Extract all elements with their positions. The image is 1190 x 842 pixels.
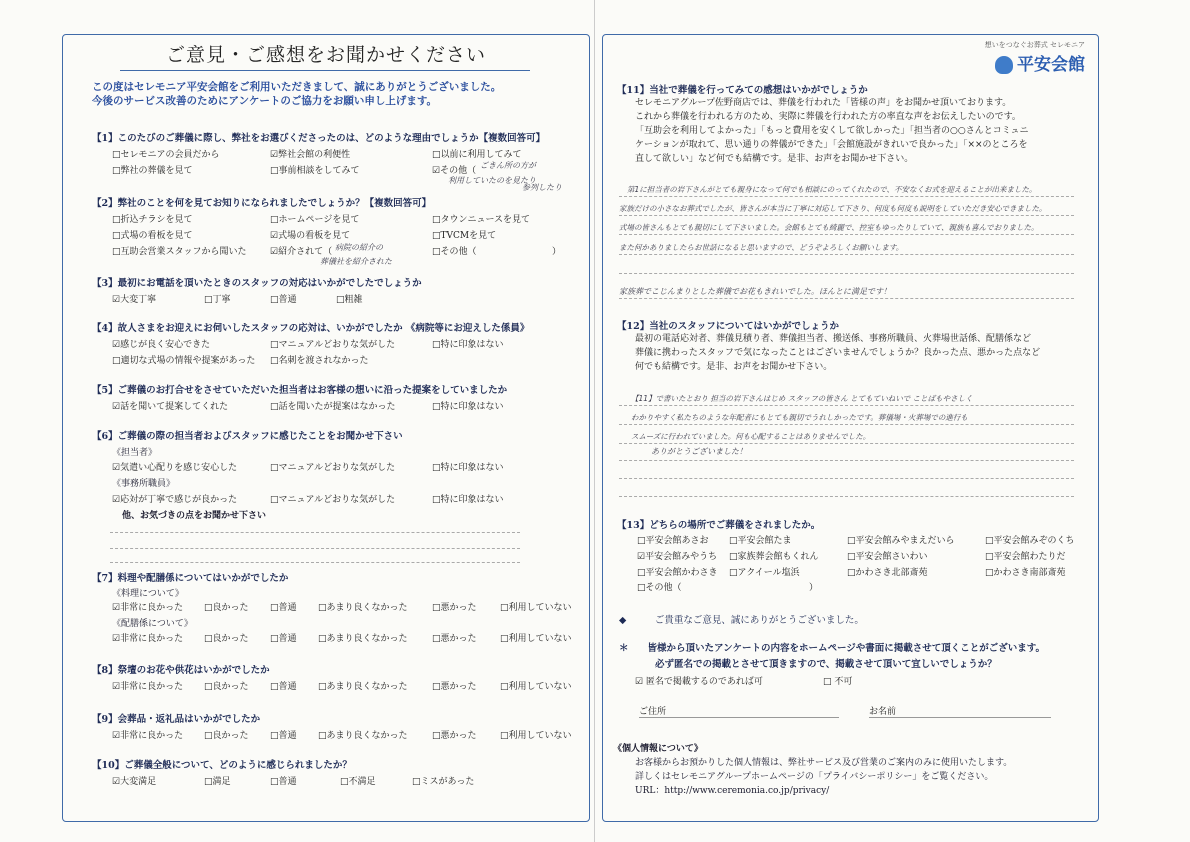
q6-option[interactable]: ☑応対が丁寧で感じが良かった — [112, 495, 238, 505]
q2-option[interactable]: □タウンニュースを見て — [432, 215, 531, 225]
intro-line: 今後のサービス改善のためにアンケートのご協力をお願い申し上げます。 — [92, 95, 438, 107]
q8-option[interactable]: □普通 — [270, 682, 297, 692]
q6-free-prompt: 他、お気づきの点をお聞かせ下さい — [122, 511, 267, 521]
asterisk-icon: ＊ — [619, 643, 629, 654]
brand-logo — [975, 40, 1085, 75]
address-line[interactable] — [639, 717, 839, 718]
q13-option[interactable]: □平安会館みやまえだいら — [847, 536, 955, 546]
q7-option[interactable]: □あまり良くなかった — [318, 603, 408, 613]
q2-option[interactable]: □ホームページを見て — [270, 215, 360, 225]
q13-option[interactable]: □かわさき北部斎苑 — [847, 568, 928, 578]
desc-line: 何でも結構です。是非、お声をお聞かせ下さい。 — [635, 362, 833, 372]
q8-option[interactable]: □利用していない — [500, 682, 572, 692]
q7-option[interactable]: □良かった — [204, 634, 249, 644]
q2-option: ） — [552, 247, 562, 257]
question-11: 【11】当社で葬儀を行ってみての感想はいかがでしょうか — [617, 85, 868, 96]
handwritten-answer: スムーズに行われていました。何も心配することはありませんでした。 — [631, 432, 871, 441]
privacy-line: 詳しくはセレモニアグループホームページの「プライバシーポリシー」をご覧ください。 — [635, 772, 994, 782]
q10-option[interactable]: ☑大変満足 — [112, 777, 157, 787]
handwritten-note: 葬儀社を紹介された — [320, 257, 392, 266]
write-line[interactable] — [619, 273, 1074, 274]
q4-option[interactable]: □特に印象はない — [432, 340, 504, 350]
q4-option[interactable]: □適切な式場の情報や提案があった — [112, 356, 256, 366]
q7-option[interactable]: □普通 — [270, 603, 297, 613]
desc-line: セレモニアグループ佐野商店では、葬儀を行われた「皆様の声」をお聞かせ頂いております。 — [635, 98, 1012, 108]
write-line[interactable] — [619, 460, 1074, 461]
q2-option[interactable]: □折込チラシを見て — [112, 215, 193, 225]
q7-option[interactable]: □悪かった — [432, 634, 477, 644]
q3-option[interactable]: □丁寧 — [204, 295, 231, 305]
q13-option[interactable]: □平安会館たま — [729, 536, 792, 546]
privacy-section — [613, 742, 1012, 798]
q13-option[interactable]: ☑平安会館みやうち — [637, 552, 718, 562]
q10-option[interactable]: □ミスがあった — [412, 777, 475, 787]
q9-option[interactable]: □利用していない — [500, 731, 572, 741]
handwritten-note: 病院の紹介の — [335, 243, 383, 252]
q5-option[interactable]: □特に印象はない — [432, 402, 504, 412]
name-line[interactable] — [869, 717, 1051, 718]
q1-option[interactable]: □事前相談をしてみて — [270, 166, 360, 176]
name-label: お名前 — [869, 707, 897, 717]
q3-option[interactable]: ☑大変丁寧 — [112, 295, 157, 305]
question-9: 【9】会葬品・返礼品はいかがでしたか — [92, 714, 261, 725]
publish-label: 皆様から頂いたアンケートの内容をホームページや書面に掲載させて頂くことがございます。 — [647, 643, 1046, 654]
q8-option[interactable]: □悪かった — [432, 682, 477, 692]
q1-option[interactable]: ☑その他（ — [432, 166, 477, 176]
q7-subheading: 《配膳係について》 — [112, 619, 193, 629]
q12-description — [635, 332, 1040, 374]
q9-option[interactable]: ☑非常に良かった — [112, 731, 184, 741]
q13-option[interactable]: □平安会館かわさき — [637, 568, 718, 578]
q7-option[interactable]: □普通 — [270, 634, 297, 644]
q1-option[interactable]: □弊社の葬儀を見て — [112, 166, 193, 176]
question-4: 【4】故人さまをお迎えにお伺いしたスタッフの応対は、いかがでしたか 《病院等にお迎えした係員》 — [92, 323, 530, 334]
publish-question-2: 必ず匿名での掲載とさせて頂きますので、掲載させて頂いて宜しいでしょうか？ — [655, 659, 997, 670]
q3-option[interactable]: □普通 — [270, 295, 297, 305]
q1-option[interactable]: □セレモニアの会員だから — [112, 150, 220, 160]
write-line[interactable] — [619, 215, 1074, 216]
intro-text — [92, 80, 501, 108]
q4-option[interactable]: □マニュアルどおりな気がした — [270, 340, 396, 350]
handwritten-answer: ありがとうございました！ — [651, 447, 747, 456]
handwritten-answer: また何かありましたらお世話になると思いますので、どうぞよろしくお願いします。 — [619, 243, 904, 252]
handwritten-note: 参列したり — [522, 183, 562, 192]
write-line[interactable] — [619, 443, 1074, 444]
right-page — [595, 0, 1190, 842]
question-1: 【1】このたびのご葬儀に際し、弊社をお選びくださったのは、どのような理由でしょうか【複数回答可】 — [92, 133, 546, 144]
q6-option[interactable]: □マニュアルどおりな気がした — [270, 463, 396, 473]
q3-option[interactable]: □粗雑 — [336, 295, 363, 305]
q2-option[interactable]: ☑式場の看板を見て — [270, 231, 351, 241]
q7-option[interactable]: □利用していない — [500, 634, 572, 644]
write-line[interactable] — [110, 548, 520, 549]
q8-option[interactable]: □良かった — [204, 682, 249, 692]
question-10: 【10】ご葬儀全般について、どのように感じられましたか？ — [92, 760, 352, 771]
q13-option[interactable]: □平安会館わたりだ — [985, 552, 1066, 562]
q13-option[interactable]: □その他（ — [637, 583, 682, 593]
question-7: 【7】料理や配膳係についてはいかがでしたか — [92, 573, 289, 584]
q13-option[interactable]: □平安会館さいわい — [847, 552, 928, 562]
brand-tagline: 想いをつなぐお葬式 セレモニア — [984, 41, 1085, 49]
desc-line: 葬儀に携わったスタッフで気になったことはございませんでしょうか？良かった点、悪かった点など — [635, 348, 1041, 358]
q6-subheading: 《担当者》 — [112, 448, 158, 458]
write-line[interactable] — [619, 496, 1074, 497]
address-label: ご住所 — [639, 707, 667, 717]
intro-line: この度はセレモニア平安会館をご利用いただきまして、誠にありがとうございました。 — [92, 81, 502, 93]
handwritten-answer: わかりやすく私たちのような年配者にもとても親切でうれしかったです。葬儀場・火葬場での進行も — [631, 413, 968, 422]
desc-line: ケーションが取れて、思い通りの葬儀ができた」「会館施設がきれいで良かった」「××のところを — [635, 140, 1028, 150]
desc-line: 最初の電話応対者、葬儀見積り者、葬儀担当者、搬送係、事務所職員、火葬場世話係、配膳係など — [635, 334, 1032, 344]
q8-option[interactable]: ☑非常に良かった — [112, 682, 184, 692]
question-5: 【5】ご葬儀のお打合せをさせていただいた担当者はお客様の想いに沿った提案をしていましたか — [92, 385, 508, 396]
q8-option[interactable]: □あまり良くなかった — [318, 682, 408, 692]
write-line[interactable] — [619, 196, 1074, 197]
q13-option[interactable]: □アクイール塩浜 — [729, 568, 800, 578]
question-12: 【12】当社のスタッフについてはいかがでしょうか — [617, 321, 840, 332]
q13-option[interactable]: □平安会館みぞのくち — [985, 536, 1075, 546]
q7-option[interactable]: ☑非常に良かった — [112, 603, 184, 613]
question-8: 【8】祭壇のお花や供花はいかがでしたか — [92, 665, 270, 676]
write-line[interactable] — [619, 405, 1074, 406]
q9-option[interactable]: □普通 — [270, 731, 297, 741]
q7-option[interactable]: □悪かった — [432, 603, 477, 613]
q9-option[interactable]: □あまり良くなかった — [318, 731, 408, 741]
write-line[interactable] — [619, 254, 1074, 255]
question-13: 【13】どちらの場所でご葬儀をされましたか。 — [617, 520, 821, 531]
q6-option[interactable]: □マニュアルどおりな気がした — [270, 495, 396, 505]
q2-option[interactable]: □互助会営業スタッフから聞いた — [112, 247, 247, 257]
q13-option[interactable]: □家族葬会館もくれん — [729, 552, 819, 562]
q9-option[interactable]: □良かった — [204, 731, 249, 741]
q6-option[interactable]: □特に印象はない — [432, 463, 504, 473]
lotus-logo-icon — [995, 56, 1013, 74]
write-line[interactable] — [619, 478, 1074, 479]
q10-option[interactable]: □普通 — [270, 777, 297, 787]
q2-option[interactable]: □TVCMを見て — [432, 231, 497, 241]
q7-option[interactable]: ☑非常に良かった — [112, 634, 184, 644]
write-line[interactable] — [110, 532, 520, 533]
q9-option[interactable]: □悪かった — [432, 731, 477, 741]
page-title: ご意見・ご感想をお聞かせください — [165, 44, 486, 66]
privacy-line: お客様からお預かりした個人情報は、弊社サービス及び営業のご案内のみに使用いたします。 — [635, 758, 1013, 768]
q13-option[interactable]: □平安会館あさお — [637, 536, 709, 546]
q2-option[interactable]: □その他（ — [432, 247, 477, 257]
write-line[interactable] — [619, 424, 1074, 425]
desc-line: 「互助会を利用してよかった」「もっと費用を安くして欲しかった」「担当者の○○さんとコミュニ — [635, 126, 1029, 136]
q4-option[interactable]: □名刺を渡されなかった — [270, 356, 369, 366]
publish-option-yes[interactable]: ☑ 匿名で掲載するのであれば可 — [635, 677, 763, 687]
diamond-icon: ◆ — [619, 615, 627, 626]
q10-option[interactable]: □不満足 — [340, 777, 376, 787]
q7-option[interactable]: □良かった — [204, 603, 249, 613]
q1-option[interactable]: □以前に利用してみて — [432, 150, 522, 160]
write-line[interactable] — [619, 298, 1074, 299]
q5-option[interactable]: □話を聞いたが提案はなかった — [270, 402, 396, 412]
handwritten-answer: 式場の皆さんもとても親切にして下さいました。会館もとても綺麗で、控室もゆったりしていて、親族も喜んでおりました。 — [619, 223, 1039, 232]
title-underline — [120, 70, 530, 71]
question-3: 【3】最初にお電話を頂いたときのスタッフの対応はいかがでしたでしょうか — [92, 278, 422, 289]
desc-line: これから葬儀を行われる方のため、実際に葬儀を行われた方の率直な声をお伝えしたいのです。 — [635, 112, 1021, 122]
privacy-url[interactable]: URL：http://www.ceremonia.co.jp/privacy/ — [635, 786, 830, 796]
publish-option-no[interactable]: □ 不可 — [823, 677, 853, 687]
q7-option[interactable]: □あまり良くなかった — [318, 634, 408, 644]
handwritten-note: 利用していたのを見たり — [448, 176, 536, 185]
brand-name: 平安会館 — [1017, 55, 1085, 75]
q2-option[interactable]: ☑紹介されて（ — [270, 247, 333, 257]
q5-option[interactable]: ☑話を聞いて提案してくれた — [112, 402, 229, 412]
q4-option[interactable]: ☑感じが良く安心できた — [112, 340, 211, 350]
q7-option[interactable]: □利用していない — [500, 603, 572, 613]
publish-question — [619, 640, 1045, 654]
desc-line: 直して欲しい」など何でも結構です。是非、お声をお聞かせ下さい。 — [635, 154, 914, 164]
q6-subheading: 《事務所職員》 — [112, 479, 176, 489]
q6-option[interactable]: □特に印象はない — [432, 495, 504, 505]
q10-option[interactable]: □満足 — [204, 777, 231, 787]
q6-option[interactable]: ☑気遣い心配りを感じ安心した — [112, 463, 238, 473]
question-2: 【2】弊社のことを何を見てお知りになられましたでしょうか？【複数回答可】 — [92, 198, 432, 209]
question-6: 【6】ご葬儀の際の担当者およびスタッフに感じたことをお聞かせ下さい — [92, 431, 403, 442]
q2-option[interactable]: □式場の看板を見て — [112, 231, 193, 241]
thanks-text — [619, 612, 864, 626]
thanks-label: ご貴重なご意見、誠にありがとうございました。 — [654, 615, 864, 626]
write-line[interactable] — [110, 562, 520, 563]
q1-option[interactable]: ☑弊社会館の利便性 — [270, 150, 351, 160]
q13-option[interactable]: □かわさき南部斎苑 — [985, 568, 1066, 578]
q13-option: ） — [809, 583, 819, 593]
q11-description — [635, 96, 1029, 166]
handwritten-note: ごきん所の方が — [480, 161, 536, 170]
handwritten-answer: 家族だけの小さなお葬式でしたが、皆さんが本当に丁寧に対応して下さり、何度も何度も説明をしていただき安心できました。 — [619, 204, 1047, 213]
handwritten-answer: 家族葬でこじんまりとした葬儀でお花もきれいでした。ほんとに満足です！ — [619, 287, 891, 296]
q7-subheading: 《料理について》 — [112, 589, 184, 599]
handwritten-answer: 第1に担当者の岩下さんがとても親身になって何でも相談にのってくれたので、不安なくお式を迎えることが出来ました。 — [627, 185, 1037, 194]
write-line[interactable] — [619, 234, 1074, 235]
handwritten-answer: 【11】で書いたとおり 担当の岩下さんはじめ スタッフの皆さん とてもていねいで ことばもやさしく — [631, 394, 973, 403]
privacy-heading: 《個人情報について》 — [613, 744, 703, 754]
